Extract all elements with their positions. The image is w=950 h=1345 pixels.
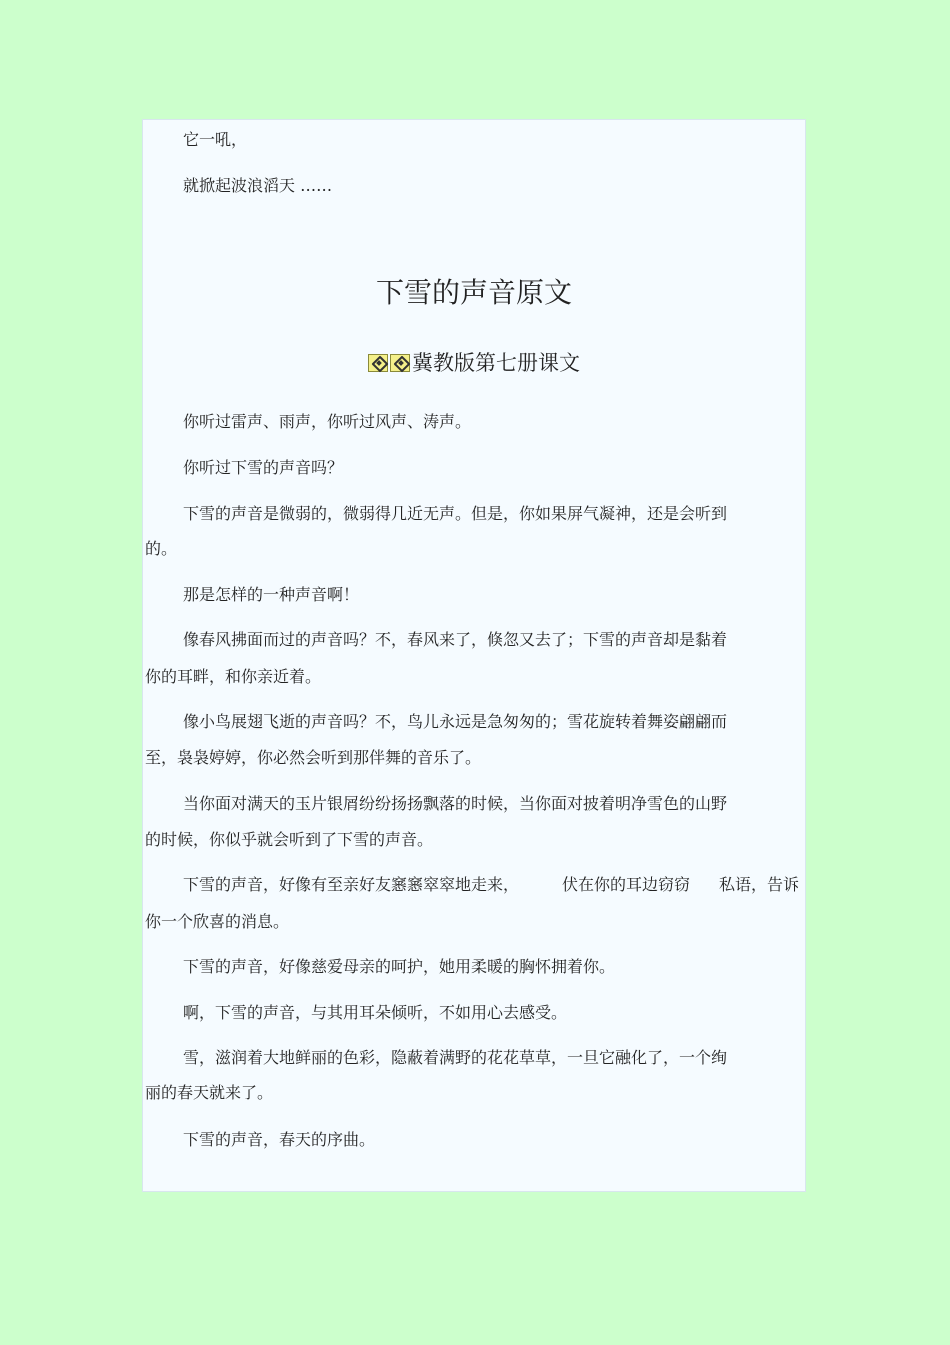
- page-title: 下雪的声音原文: [375, 276, 572, 309]
- paragraph-line: 当你面对满天的玉片银屑纷纷扬扬飘落的时候，当你面对披着明净雪色的山野: [183, 794, 728, 813]
- paragraph-line: 下雪的声音，好像慈爱母亲的呵护，她用柔暖的胸怀拥着你。: [183, 957, 616, 976]
- paragraph-line: 私语，告诉: [719, 875, 800, 894]
- subtitle: [143, 350, 805, 378]
- paragraph-line: 伏在你的耳边窃窃: [562, 875, 691, 894]
- paragraph-line: 丽的春天就来了。: [145, 1083, 274, 1102]
- document-page: [142, 119, 806, 1192]
- paragraph-line: 至，袅袅婷婷，你必然会听到那伴舞的音乐了。: [145, 748, 482, 767]
- paragraph-line: 你一个欣喜的消息。: [145, 912, 290, 931]
- document-icon: [390, 354, 410, 372]
- paragraph-line: 雪，滋润着大地鲜丽的色彩，隐蔽着满野的花花草草，一旦它融化了，一个绚: [183, 1048, 728, 1067]
- paragraph-line: 你的耳畔，和你亲近着。: [145, 667, 322, 686]
- paragraph-line: 像春风拂面而过的声音吗？不，春风来了，倏忽又去了；下雪的声音却是黏着: [183, 630, 728, 649]
- paragraph-line: 你听过下雪的声音吗？: [183, 458, 344, 477]
- paragraph-line: 啊，下雪的声音，与其用耳朵倾听，不如用心去感受。: [183, 1003, 568, 1022]
- poem-line: 它一吼，: [183, 130, 248, 149]
- paragraph-line: 你听过雷声、雨声，你听过风声、涛声。: [183, 412, 472, 431]
- paragraph-line: 下雪的声音是微弱的，微弱得几近无声。但是，你如果屏气凝神，还是会听到: [183, 504, 728, 523]
- document-icon: [368, 354, 388, 372]
- paragraph-line: 的时候，你似乎就会听到了下雪的声音。: [145, 830, 434, 849]
- paragraph-line: 的。: [145, 539, 178, 558]
- poem-line: 就掀起波浪滔天 ……: [183, 176, 333, 195]
- paragraph-line: 下雪的声音，好像有至亲好友窸窸窣窣地走来，: [183, 875, 520, 894]
- subtitle-text: 冀教版第七册课文: [412, 351, 580, 375]
- paragraph-line: 那是怎样的一种声音啊！: [183, 585, 360, 604]
- paragraph-line: 下雪的声音，春天的序曲。: [183, 1130, 376, 1149]
- paragraph-line: 像小鸟展翅飞逝的声音吗？不，鸟儿永远是急匆匆的；雪花旋转着舞姿翩翩而: [183, 712, 728, 731]
